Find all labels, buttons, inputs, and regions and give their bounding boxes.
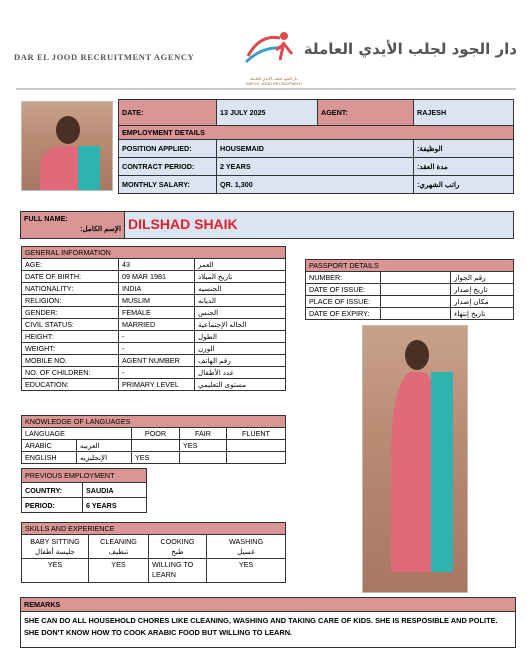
expiry-date-value — [381, 308, 451, 320]
skill-cooking-value: WILLING TO LEARN — [149, 559, 207, 583]
civil-status-label: CIVIL STATUS: — [22, 319, 119, 331]
skills-title: SKILLS AND EXPERIENCE — [22, 523, 286, 535]
general-row — [22, 295, 286, 307]
language-fair — [180, 452, 227, 464]
remarks-text: SHE CAN DO ALL HOUSEHOLD CHORES LIKE CLEANING, WASHING AND TAKING CARE OF KIDS. SHE IS RESPOSIBLE AND POLITE. SHE DON'T KNOW HOW TO COOK ARABIC FOOD BUT WILLING TO LEARN. — [21, 612, 516, 648]
nationality-label: NATIONALITY: — [22, 283, 119, 295]
expiry-date-label-ar: تاريخ إنتهاء — [451, 308, 514, 320]
nationality-label-ar: الجنسيه — [195, 283, 286, 295]
agency-logo — [240, 26, 306, 78]
previous-title: PREVIOUS EMPLOYMENT — [22, 469, 147, 483]
skill-cleaning-header — [89, 535, 149, 559]
age-value: 43 — [119, 259, 195, 271]
religion-value: MUSLIM — [119, 295, 195, 307]
logo-caption-ar: دار الجود لجلب الأيدي العاملة — [250, 76, 298, 81]
language-fair: YES — [180, 440, 227, 452]
issue-place-label-ar: مكان إصدار — [451, 296, 514, 308]
full-name-label-ar: الإسم الكامل: — [80, 224, 121, 233]
position-label-ar: الوظيفة: — [414, 140, 514, 158]
language-en: ARABIC — [22, 440, 77, 452]
general-row — [22, 355, 286, 367]
language-poor — [132, 440, 180, 452]
position-label: POSITION APPLIED: — [119, 140, 217, 158]
passport-number-value — [381, 272, 451, 284]
agent-label: AGENT: — [318, 100, 414, 126]
skill-en: BABY SITTING — [30, 536, 80, 546]
skill-en: CLEANING — [100, 536, 137, 546]
children-label-ar: عدد الأطفال — [195, 367, 286, 379]
skill-washing-value: YES — [207, 559, 286, 583]
languages-table — [21, 415, 286, 464]
date-value: 13 JULY 2025 — [217, 100, 318, 126]
mobile-label: MOBILE NO. — [22, 355, 119, 367]
country-value: SAUDIA — [83, 483, 147, 498]
contract-label-ar: مدة العقد: — [414, 158, 514, 176]
issue-place-label: PLACE OF ISSUE: — [306, 296, 381, 308]
language-en: ENGLISH — [22, 452, 77, 464]
skill-babysitting-header — [22, 535, 89, 559]
language-ar: العربيه — [77, 440, 132, 452]
gender-label: GENDER: — [22, 307, 119, 319]
weight-label-ar: الوزن — [195, 343, 286, 355]
civil-status-label-ar: الحاله الإجتماعية — [195, 319, 286, 331]
remarks-title: REMARKS — [21, 598, 516, 612]
dob-value: 09 MAR 1981 — [119, 271, 195, 283]
children-label: NO. OF CHILDREN: — [22, 367, 119, 379]
candidate-photo-small — [21, 101, 113, 191]
general-info-table — [21, 246, 286, 391]
issue-place-value — [381, 296, 451, 308]
general-row — [22, 331, 286, 343]
salary-label: MONTHLY SALARY: — [119, 176, 217, 194]
contract-value: 2 YEARS — [217, 158, 414, 176]
issue-date-label-ar: تاريخ إصدار — [451, 284, 514, 296]
language-fluent — [227, 440, 286, 452]
age-label: AGE: — [22, 259, 119, 271]
general-row — [22, 259, 286, 271]
agency-name-en: DAR EL JOOD RECRUITMENT AGENCY — [14, 52, 195, 62]
agent-value: RAJESH — [414, 100, 514, 126]
passport-number-label-ar: رقم الجواز — [451, 272, 514, 284]
full-name-value: DILSHAD SHAIK — [128, 215, 238, 232]
skill-ar: غسيل — [237, 546, 255, 556]
weight-label: WEIGHT: — [22, 343, 119, 355]
languages-title: KNOWLEDGE OF LANGUAGES — [22, 416, 286, 428]
general-row — [22, 271, 286, 283]
height-label-ar: الطول — [195, 331, 286, 343]
skill-washing-header — [207, 535, 286, 559]
fluent-header: FLUENT — [227, 428, 286, 440]
height-value: - — [119, 331, 195, 343]
passport-table — [305, 259, 514, 320]
general-row — [22, 307, 286, 319]
religion-label: RELIGION: — [22, 295, 119, 307]
full-name-label: FULL NAME: — [24, 214, 68, 223]
agency-name-ar: دار الجود لجلب الأيدي العاملة — [303, 40, 517, 58]
education-label: EDUCATION: — [22, 379, 119, 391]
country-label: COUNTRY: — [22, 483, 83, 498]
general-row — [22, 319, 286, 331]
issue-date-value — [381, 284, 451, 296]
remarks-table — [20, 597, 516, 648]
gender-value: FEMALE — [119, 307, 195, 319]
skill-cooking-header — [149, 535, 207, 559]
language-fluent — [227, 452, 286, 464]
dob-label-ar: تاريخ الميلاد — [195, 271, 286, 283]
fair-header: FAIR — [180, 428, 227, 440]
top-info-table — [118, 99, 514, 194]
full-name-value-cell — [125, 212, 514, 239]
skill-en: COOKING — [160, 536, 195, 546]
general-row — [22, 367, 286, 379]
education-label-ar: مستوى التعليمي — [195, 379, 286, 391]
language-ar: الإنجليزيه — [77, 452, 132, 464]
nationality-value: INDIA — [119, 283, 195, 295]
general-row — [22, 379, 286, 391]
mobile-label-ar: رقم الهاتف — [195, 355, 286, 367]
poor-header: POOR — [132, 428, 180, 440]
weight-value: - — [119, 343, 195, 355]
full-name-table — [20, 211, 514, 239]
dob-label: DATE OF BIRTH: — [22, 271, 119, 283]
education-value: PRIMARY LEVEL — [119, 379, 195, 391]
mobile-value: AGENT NUMBER — [119, 355, 195, 367]
passport-number-label: NUMBER: — [306, 272, 381, 284]
expiry-date-label: DATE OF EXPIRY: — [306, 308, 381, 320]
position-value: HOUSEMAID — [217, 140, 414, 158]
religion-label-ar: الديانه — [195, 295, 286, 307]
skills-table — [21, 522, 286, 583]
skill-ar: طبخ — [171, 546, 184, 556]
skill-ar: تنظيف — [108, 546, 129, 556]
salary-label-ar: راتب الشهري: — [414, 176, 514, 194]
children-value: - — [119, 367, 195, 379]
contract-label: CONTRACT PERIOD: — [119, 158, 217, 176]
height-label: HEIGHT: — [22, 331, 119, 343]
language-header: LANGUAGE — [22, 428, 132, 440]
previous-employment-table — [21, 468, 147, 513]
general-row — [22, 343, 286, 355]
general-row — [22, 283, 286, 295]
skill-babysitting-value: YES — [22, 559, 89, 583]
candidate-photo-full — [362, 325, 468, 593]
logo-caption-en: DAR EL JOOD RECRUITMENT — [245, 81, 303, 86]
skill-cleaning-value: YES — [89, 559, 149, 583]
skill-ar: جليسة أطفال — [34, 546, 76, 556]
issue-date-label: DATE OF ISSUE: — [306, 284, 381, 296]
age-label-ar: العمر — [195, 259, 286, 271]
date-label: DATE: — [119, 100, 217, 126]
civil-status-value: MARRIED — [119, 319, 195, 331]
passport-title: PASSPORT DETAILS — [306, 260, 514, 272]
full-name-label-cell — [21, 212, 125, 239]
logo-caption — [236, 76, 312, 86]
general-info-title: GENERAL INFORMATION — [22, 247, 286, 259]
salary-value: QR. 1,300 — [217, 176, 414, 194]
employment-title: EMPLOYMENT DETAILS — [119, 126, 514, 140]
period-value: 6 YEARS — [83, 498, 147, 513]
skill-en: WASHING — [228, 536, 264, 546]
period-label: PERIOD: — [22, 498, 83, 513]
gender-label-ar: الجنس — [195, 307, 286, 319]
header-divider — [16, 88, 516, 90]
language-poor: YES — [132, 452, 180, 464]
